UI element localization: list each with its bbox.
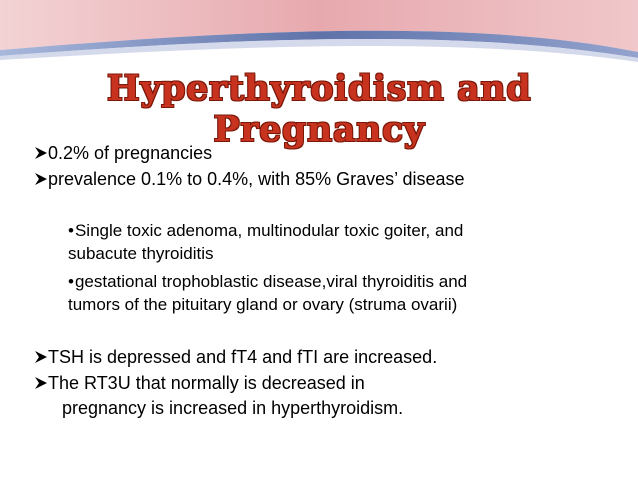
bullet-item: The RT3U that normally is decreased in — [34, 372, 365, 394]
arrow-bullet-icon — [34, 376, 48, 390]
slide-title: Hyperthyroidism and Pregnancy — [106, 68, 532, 150]
bullet-item: prevalence 0.1% to 0.4%, with 85% Graves’ disease — [34, 168, 465, 190]
sub-bullet-continuation: subacute thyroiditis — [68, 244, 214, 263]
sub-bullet-item: •Single toxic adenoma, multinodular toxic goiter, and — [68, 221, 464, 240]
dot-bullet-icon: • — [68, 272, 74, 291]
bullet-item: TSH is depressed and fT4 and fTI are increased. — [34, 346, 437, 368]
bullet-continuation: pregnancy is increased in hyperthyroidism. — [62, 398, 404, 418]
arrow-bullet-icon — [34, 172, 48, 186]
sub-bullet-item: •gestational trophoblastic disease,viral thyroiditis and — [68, 272, 468, 291]
dot-bullet-icon: • — [68, 221, 74, 240]
sub-bullet-continuation: tumors of the pituitary gland or ovary (struma ovarii) — [68, 295, 458, 314]
arrow-bullet-icon — [34, 146, 48, 160]
arrow-bullet-icon — [34, 350, 48, 364]
bullet-item: 0.2% of pregnancies — [34, 142, 212, 164]
